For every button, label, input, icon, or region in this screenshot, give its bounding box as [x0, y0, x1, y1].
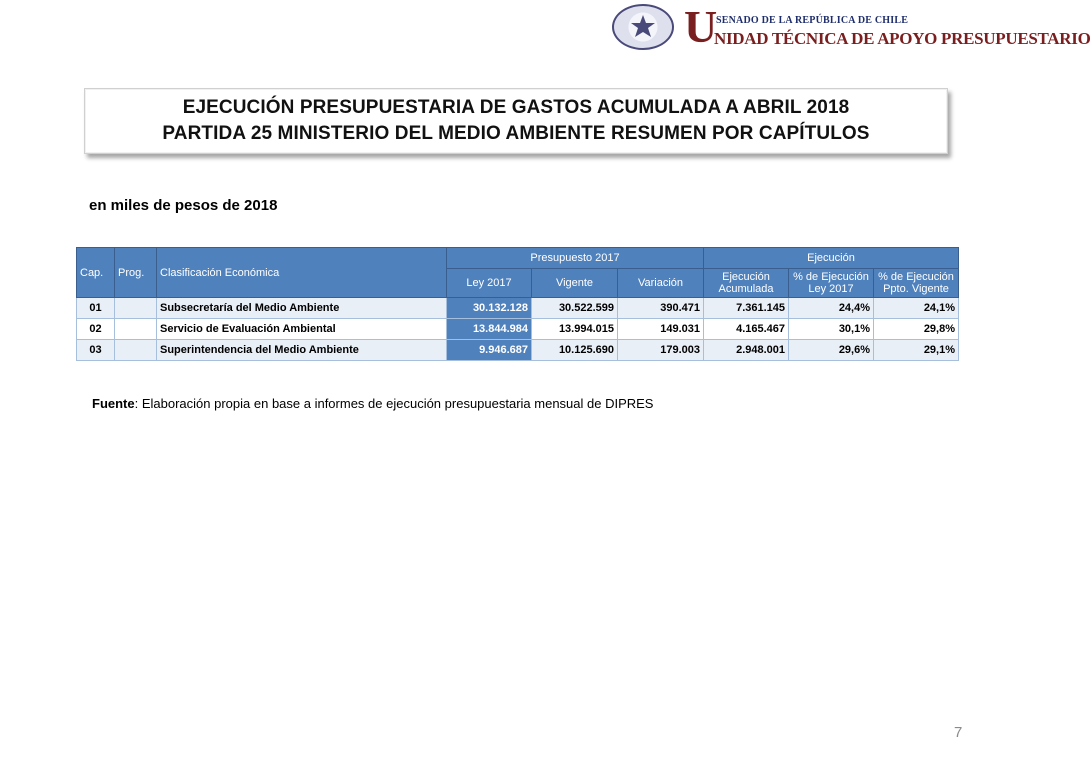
header-ejecucion-acumulada — [704, 269, 789, 298]
table-header-row-group — [77, 248, 959, 269]
cell-clasificacion: Servicio de Evaluación Ambiental — [157, 319, 447, 340]
cell-cap: 01 — [77, 298, 115, 319]
header-ejecucion-group: Ejecución — [704, 248, 959, 269]
header-pct-ley-line1: % de Ejecución — [793, 271, 869, 283]
header-ejec-line2: Acumulada — [718, 283, 774, 295]
header-pct-vig-line2: Ppto. Vigente — [883, 283, 949, 295]
header-variacion: Variación — [618, 269, 704, 298]
logo-unidad-text: NIDAD TÉCNICA DE APOYO PRESUPUESTARIO — [714, 29, 1091, 48]
table-row — [77, 319, 959, 340]
cell-variacion: 390.471 — [618, 298, 704, 319]
header-vigente: Vigente — [532, 269, 618, 298]
table-row — [77, 340, 959, 361]
cell-pct-ley: 29,6% — [789, 340, 874, 361]
senado-seal-icon — [612, 4, 674, 50]
cell-prog — [115, 319, 157, 340]
cell-pct-vigente: 24,1% — [874, 298, 959, 319]
cell-prog — [115, 298, 157, 319]
cell-variacion: 179.003 — [618, 340, 704, 361]
cell-cap: 03 — [77, 340, 115, 361]
cell-ejecucion: 2.948.001 — [704, 340, 789, 361]
page-number: 7 — [954, 724, 963, 741]
header-cap: Cap. — [77, 248, 115, 298]
source-text: : Elaboración propia en base a informes de ejecución presupuestaria mensual de DIPRES — [134, 396, 654, 411]
title-line-1: EJECUCIÓN PRESUPUESTARIA DE GASTOS ACUMULADA A ABRIL 2018 — [182, 97, 850, 118]
budget-table — [76, 247, 959, 361]
logo-initial: U — [684, 1, 718, 52]
cell-clasificacion: Superintendencia del Medio Ambiente — [157, 340, 447, 361]
cell-ley: 30.132.128 — [447, 298, 532, 319]
title-box — [84, 88, 948, 154]
header-presupuesto: Presupuesto 2017 — [447, 248, 704, 269]
title-line-2: PARTIDA 25 MINISTERIO DEL MEDIO AMBIENTE RESUMEN POR CAPÍTULOS — [162, 123, 870, 144]
cell-vigente: 10.125.690 — [532, 340, 618, 361]
cell-ley: 13.844.984 — [447, 319, 532, 340]
cell-ejecucion: 7.361.145 — [704, 298, 789, 319]
header-pct-ley-line2: Ley 2017 — [808, 283, 854, 295]
senado-logo — [612, 1, 1091, 52]
cell-variacion: 149.031 — [618, 319, 704, 340]
header-pct-vig-line1: % de Ejecución — [878, 271, 954, 283]
cell-cap: 02 — [77, 319, 115, 340]
cell-ley: 9.946.687 — [447, 340, 532, 361]
table-row — [77, 298, 959, 319]
cell-prog — [115, 340, 157, 361]
units-subtitle: en miles de pesos de 2018 — [89, 197, 278, 214]
cell-clasificacion: Subsecretaría del Medio Ambiente — [157, 298, 447, 319]
cell-pct-vigente: 29,1% — [874, 340, 959, 361]
cell-pct-vigente: 29,8% — [874, 319, 959, 340]
header-ejec-line1: Ejecución — [722, 271, 770, 283]
source-note — [92, 396, 653, 411]
header-prog: Prog. — [115, 248, 157, 298]
cell-vigente: 13.994.015 — [532, 319, 618, 340]
cell-pct-ley: 30,1% — [789, 319, 874, 340]
cell-ejecucion: 4.165.467 — [704, 319, 789, 340]
header-pct-vigente — [874, 269, 959, 298]
source-label: Fuente — [92, 396, 135, 411]
header-ley: Ley 2017 — [447, 269, 532, 298]
cell-vigente: 30.522.599 — [532, 298, 618, 319]
logo-senado-text: SENADO DE LA REPÚBLICA DE CHILE — [716, 15, 909, 26]
cell-pct-ley: 24,4% — [789, 298, 874, 319]
header-clasificacion: Clasificación Económica — [157, 248, 447, 298]
header-pct-ley — [789, 269, 874, 298]
